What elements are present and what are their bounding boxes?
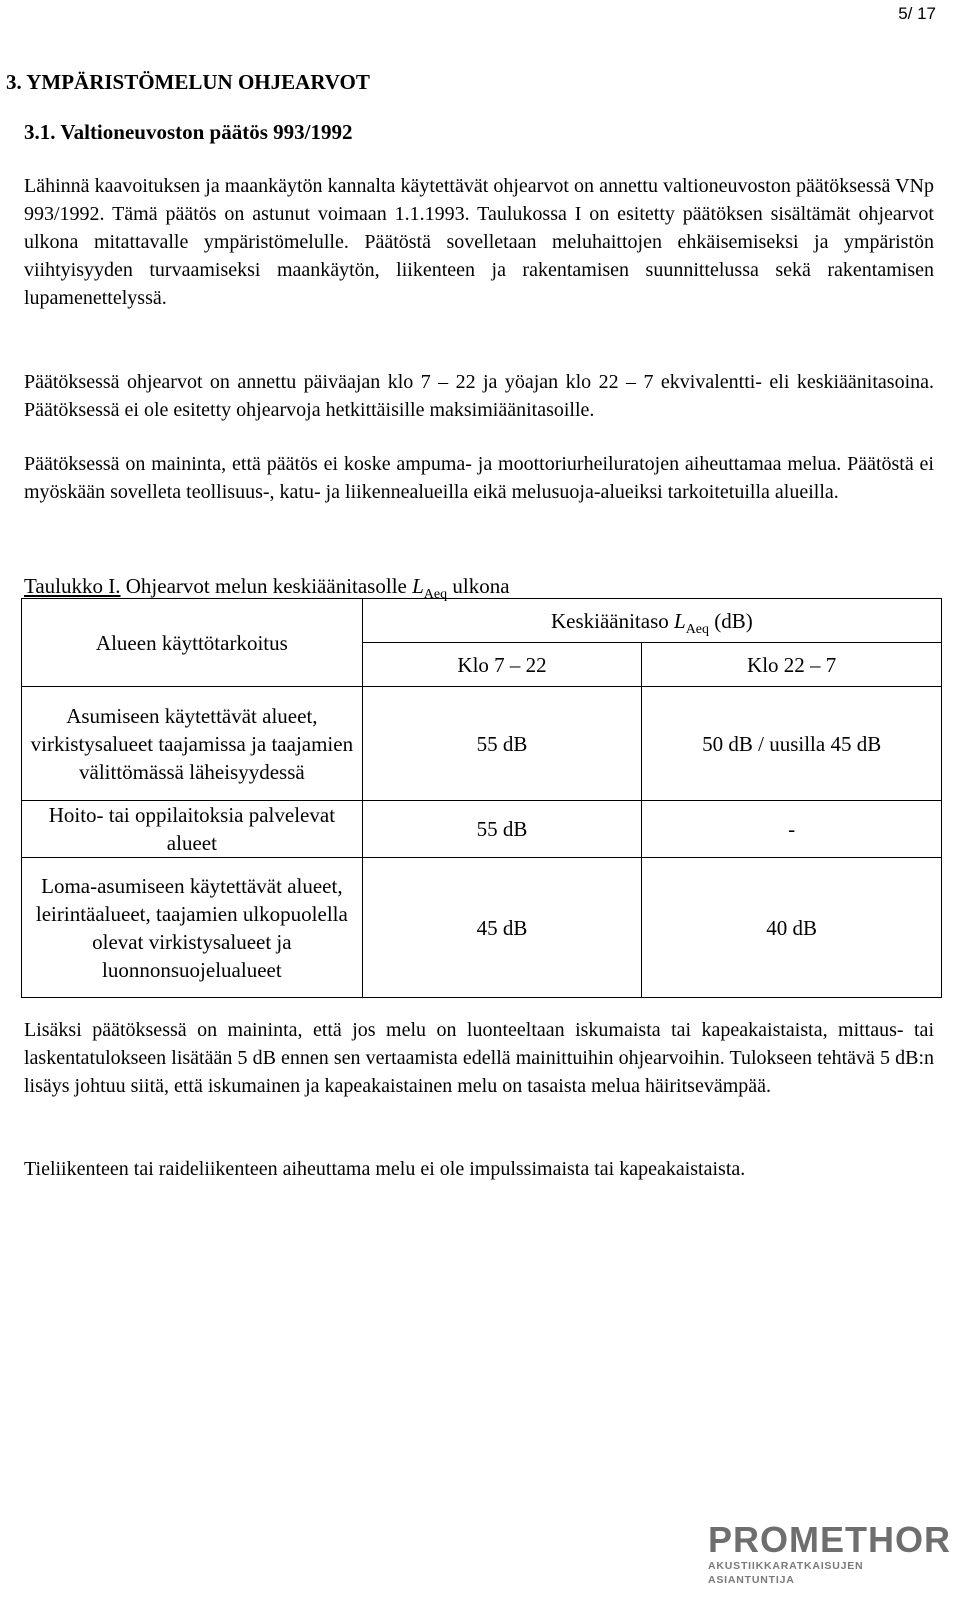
page-number: 5/ 17 bbox=[898, 4, 936, 23]
row-night-value: - bbox=[642, 801, 942, 858]
paragraph-periods: Päätöksessä ohjearvot on annettu päiväajan klo 7 – 22 ja yöajan klo 22 – 7 ekvivalentti- eli keskiäänitasoina. Päätöksessä ei ole esitetty ohjearvoja hetkittäisille maksimiäänitasoille. bbox=[24, 371, 934, 421]
row-area: Hoito- tai oppilaitoksia palvelevat alueet bbox=[22, 801, 363, 858]
row-area: Asumiseen käytettävät alueet, virkistysalueet taajamissa ja taajamien välittömässä läheisyydessä bbox=[22, 687, 363, 801]
logo-tagline: AKUSTIIKKARATKAISUJEN ASIANTUNTIJA bbox=[708, 1560, 864, 1586]
header-day: Klo 7 – 22 bbox=[362, 643, 642, 687]
table-row bbox=[22, 801, 942, 858]
paragraph-traffic: Tieliikenteen tai raideliikenteen aiheuttama melu ei ole impulssimaista tai kapeakaistaista. bbox=[24, 1158, 746, 1180]
caption-tail: ulkona bbox=[447, 574, 510, 598]
caption-symbol: L bbox=[412, 574, 424, 598]
row-day-value: 55 dB bbox=[362, 687, 642, 801]
table-caption bbox=[24, 572, 510, 603]
logo-wordmark: PROMETHOR bbox=[708, 1519, 951, 1560]
row-day-value: 45 dB bbox=[362, 858, 642, 998]
table-row bbox=[22, 687, 942, 801]
header-group-text: Keskiäänitaso bbox=[550, 608, 674, 633]
paragraph-impulse: Lisäksi päätöksessä on maininta, että jos melu on luonteeltaan iskumaista tai kapeakaistaista, mittaus- tai laskentatulokseen lisätään 5 dB ennen sen vertaamista edellä mainittuihin ohjearvoihin. Tulokseen tehtävä 5 dB:n lisäys johtuu siitä, että iskumainen ja kapeakaistainen melu on tasaista melua häiritsevämpää. bbox=[24, 1019, 934, 1097]
promethor-logo bbox=[708, 1519, 951, 1586]
table-row bbox=[22, 858, 942, 998]
row-night-value: 50 dB / uusilla 45 dB bbox=[642, 687, 942, 801]
caption-text: Ohjearvot melun keskiäänitasolle bbox=[120, 574, 413, 598]
header-group-tail: (dB) bbox=[709, 608, 753, 633]
header-level-group bbox=[362, 599, 941, 643]
paragraph-exclusions: Päätöksessä on maininta, että päätös ei koske ampuma- ja moottoriurheiluratojen aiheuttamaa melua. Päätöstä ei myöskään sovelleta teollisuus-, katu- ja liikennealueilla eikä melusuoja-alueiksi tarkoitetuilla alueilla. bbox=[24, 453, 934, 503]
header-area-use: Alueen käyttötarkoitus bbox=[22, 599, 363, 687]
guideline-table bbox=[21, 598, 942, 998]
row-area: Loma-asumiseen käytettävät alueet, leirintäalueet, taajamien ulkopuolella olevat virkistysalueet ja luonnonsuojelualueet bbox=[22, 858, 363, 998]
header-group-symbol: L bbox=[674, 608, 686, 633]
row-day-value: 55 dB bbox=[362, 801, 642, 858]
section-heading: 3. YMPÄRISTÖMELUN OHJEARVOT bbox=[6, 70, 370, 94]
paragraph-intro: Lähinnä kaavoituksen ja maankäytön kannalta käytettävät ohjearvot on annettu valtioneuvoston päätöksessä VNp 993/1992. Tämä päätös on astunut voimaan 1.1.1993. Taulukossa I on esitetty päätöksen sisältämät ohjearvot ulkona mitattavalle ympäristömelulle. Päätöstä sovelletaan meluhaittojen ehkäisemiseksi ja ympäristön viihtyisyyden turvaamiseksi maankäytön, liikenteen ja rakentamisen suunnittelussa sekä rakentamisen lupamenettelyssä. bbox=[24, 175, 934, 309]
header-night: Klo 22 – 7 bbox=[642, 643, 942, 687]
row-night-value: 40 dB bbox=[642, 858, 942, 998]
table-number: Taulukko I. bbox=[24, 574, 121, 598]
header-group-subscript: Aeq bbox=[685, 621, 710, 637]
caption-subscript: Aeq bbox=[423, 587, 448, 603]
subsection-heading: 3.1. Valtioneuvoston päätös 993/1992 bbox=[24, 120, 353, 144]
